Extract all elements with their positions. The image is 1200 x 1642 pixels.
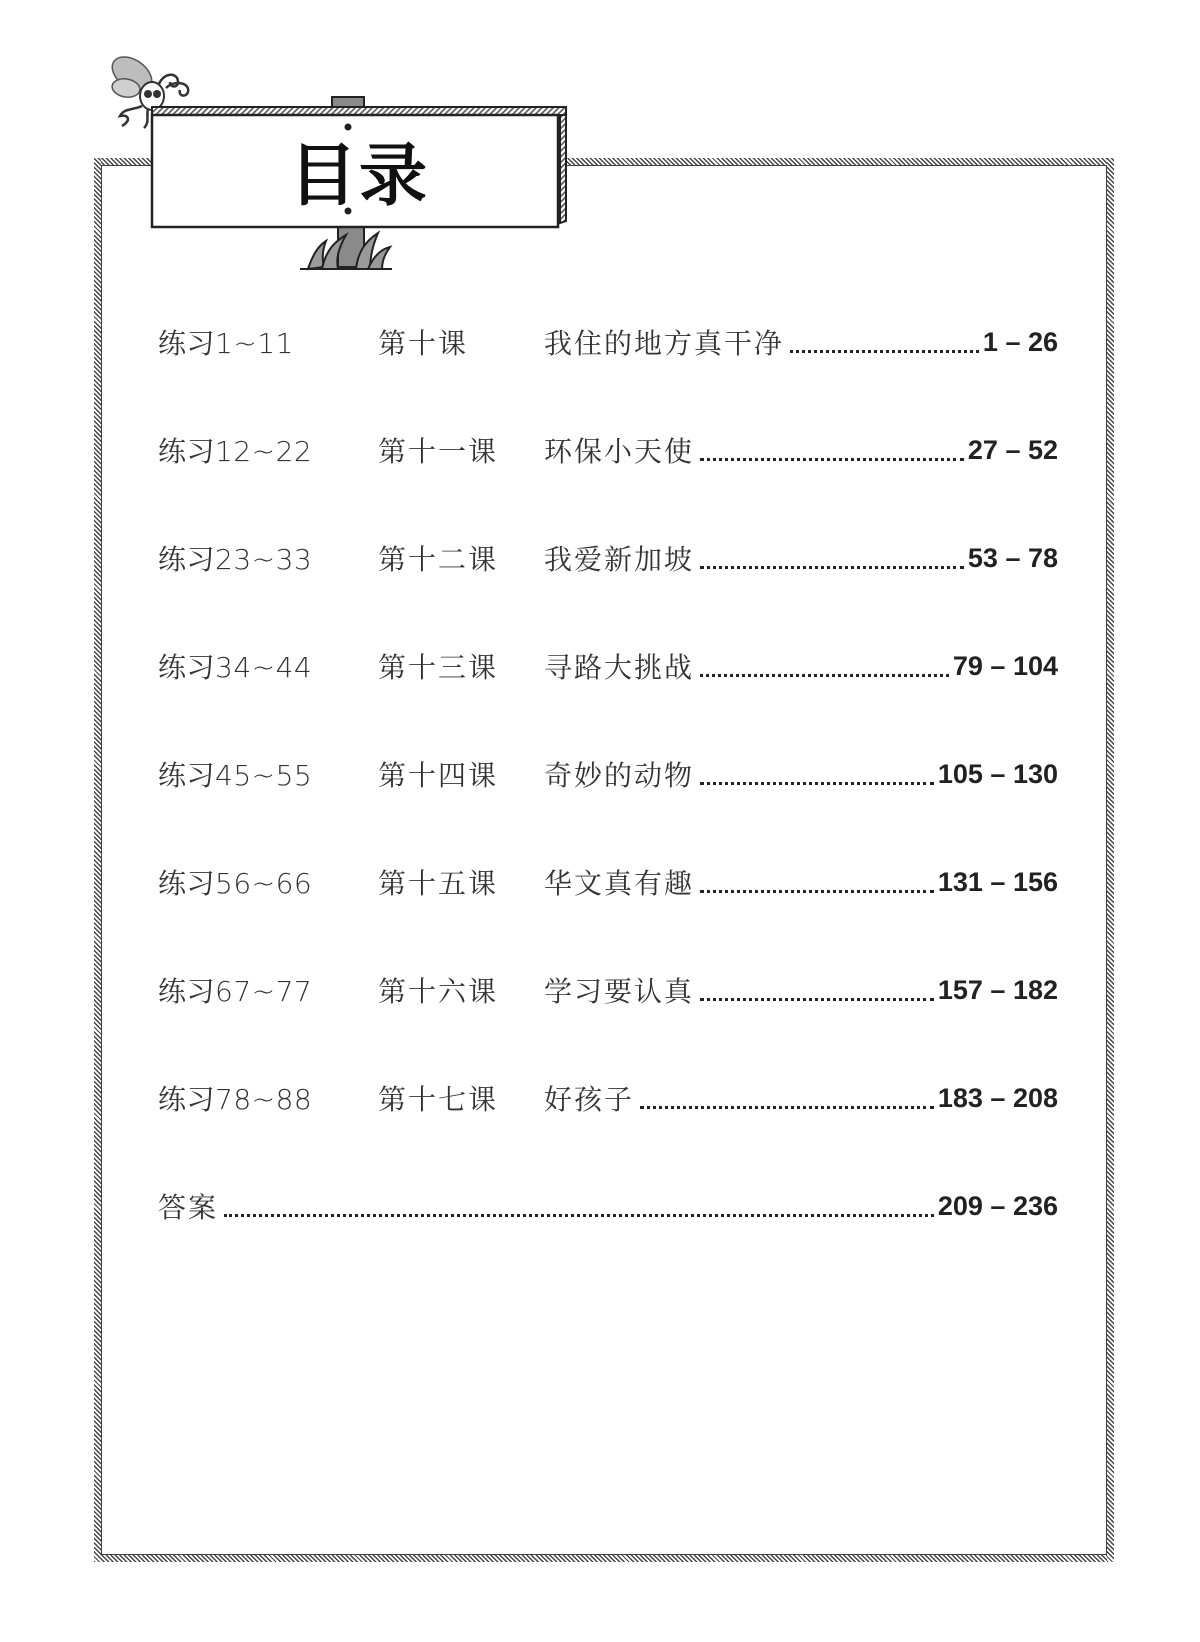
page-range: 105 – 130 xyxy=(937,758,1058,789)
toc-row[interactable] xyxy=(158,858,1058,906)
lesson-title: 我爱新加坡 xyxy=(544,543,695,576)
lesson-number: 第十六课 xyxy=(378,975,499,1008)
dot-leader xyxy=(640,1106,934,1109)
signpost xyxy=(100,45,620,295)
dot-leader xyxy=(700,458,964,461)
page-range: 1 – 26 xyxy=(982,326,1058,357)
lesson-title: 寻路大挑战 xyxy=(544,651,695,684)
toc-row[interactable] xyxy=(158,642,1058,690)
dot-leader xyxy=(700,674,949,677)
exercise-range: 练习23~33 xyxy=(158,543,313,576)
lesson-number: 第十四课 xyxy=(378,759,499,792)
page-range: 53 – 78 xyxy=(967,542,1058,573)
exercise-range: 练习78~88 xyxy=(158,1083,313,1116)
page-title: 目录 xyxy=(288,136,429,216)
lesson-number: 第十五课 xyxy=(378,867,499,900)
page-range: 131 – 156 xyxy=(937,866,1058,897)
lesson-number: 第十三课 xyxy=(378,651,499,684)
lesson-title: 环保小天使 xyxy=(544,435,695,468)
answers-title: 答案 xyxy=(158,1191,219,1224)
toc-row[interactable] xyxy=(158,1074,1058,1122)
frame-edge-left xyxy=(94,158,101,1562)
exercise-range: 练习34~44 xyxy=(158,651,313,684)
exercise-range: 练习67~77 xyxy=(158,975,313,1008)
page-range: 209 – 236 xyxy=(937,1190,1058,1221)
lesson-number: 第十七课 xyxy=(378,1083,499,1116)
toc-row[interactable] xyxy=(158,750,1058,798)
dot-leader xyxy=(700,890,934,893)
dot-leader xyxy=(700,782,934,785)
toc-row[interactable] xyxy=(158,534,1058,582)
page-range: 157 – 182 xyxy=(937,974,1058,1005)
lesson-title: 华文真有趣 xyxy=(544,867,695,900)
dot-leader xyxy=(700,998,934,1001)
lesson-number: 第十二课 xyxy=(378,543,499,576)
exercise-range: 练习1~11 xyxy=(158,327,294,360)
lesson-number: 第十一课 xyxy=(378,435,499,468)
lesson-title: 奇妙的动物 xyxy=(544,759,695,792)
toc-row[interactable] xyxy=(158,966,1058,1014)
exercise-range: 练习45~55 xyxy=(158,759,313,792)
lesson-number: 第十课 xyxy=(378,327,469,360)
dot-leader xyxy=(224,1214,934,1217)
toc-row-answers[interactable] xyxy=(158,1182,1058,1230)
toc-row[interactable] xyxy=(158,318,1058,366)
exercise-range: 练习56~66 xyxy=(158,867,313,900)
exercise-range: 练习12~22 xyxy=(158,435,313,468)
page-range: 27 – 52 xyxy=(967,434,1058,465)
dot-leader xyxy=(700,566,964,569)
toc-row[interactable] xyxy=(158,426,1058,474)
dot-leader xyxy=(790,350,979,353)
lesson-title: 好孩子 xyxy=(544,1083,635,1116)
page-range: 183 – 208 xyxy=(937,1082,1058,1113)
lesson-title: 学习要认真 xyxy=(544,975,695,1008)
page-range: 79 – 104 xyxy=(952,650,1058,681)
frame-edge-bottom xyxy=(94,1555,1114,1562)
frame-edge-right xyxy=(1107,158,1114,1562)
lesson-title: 我住的地方真干净 xyxy=(544,327,785,360)
